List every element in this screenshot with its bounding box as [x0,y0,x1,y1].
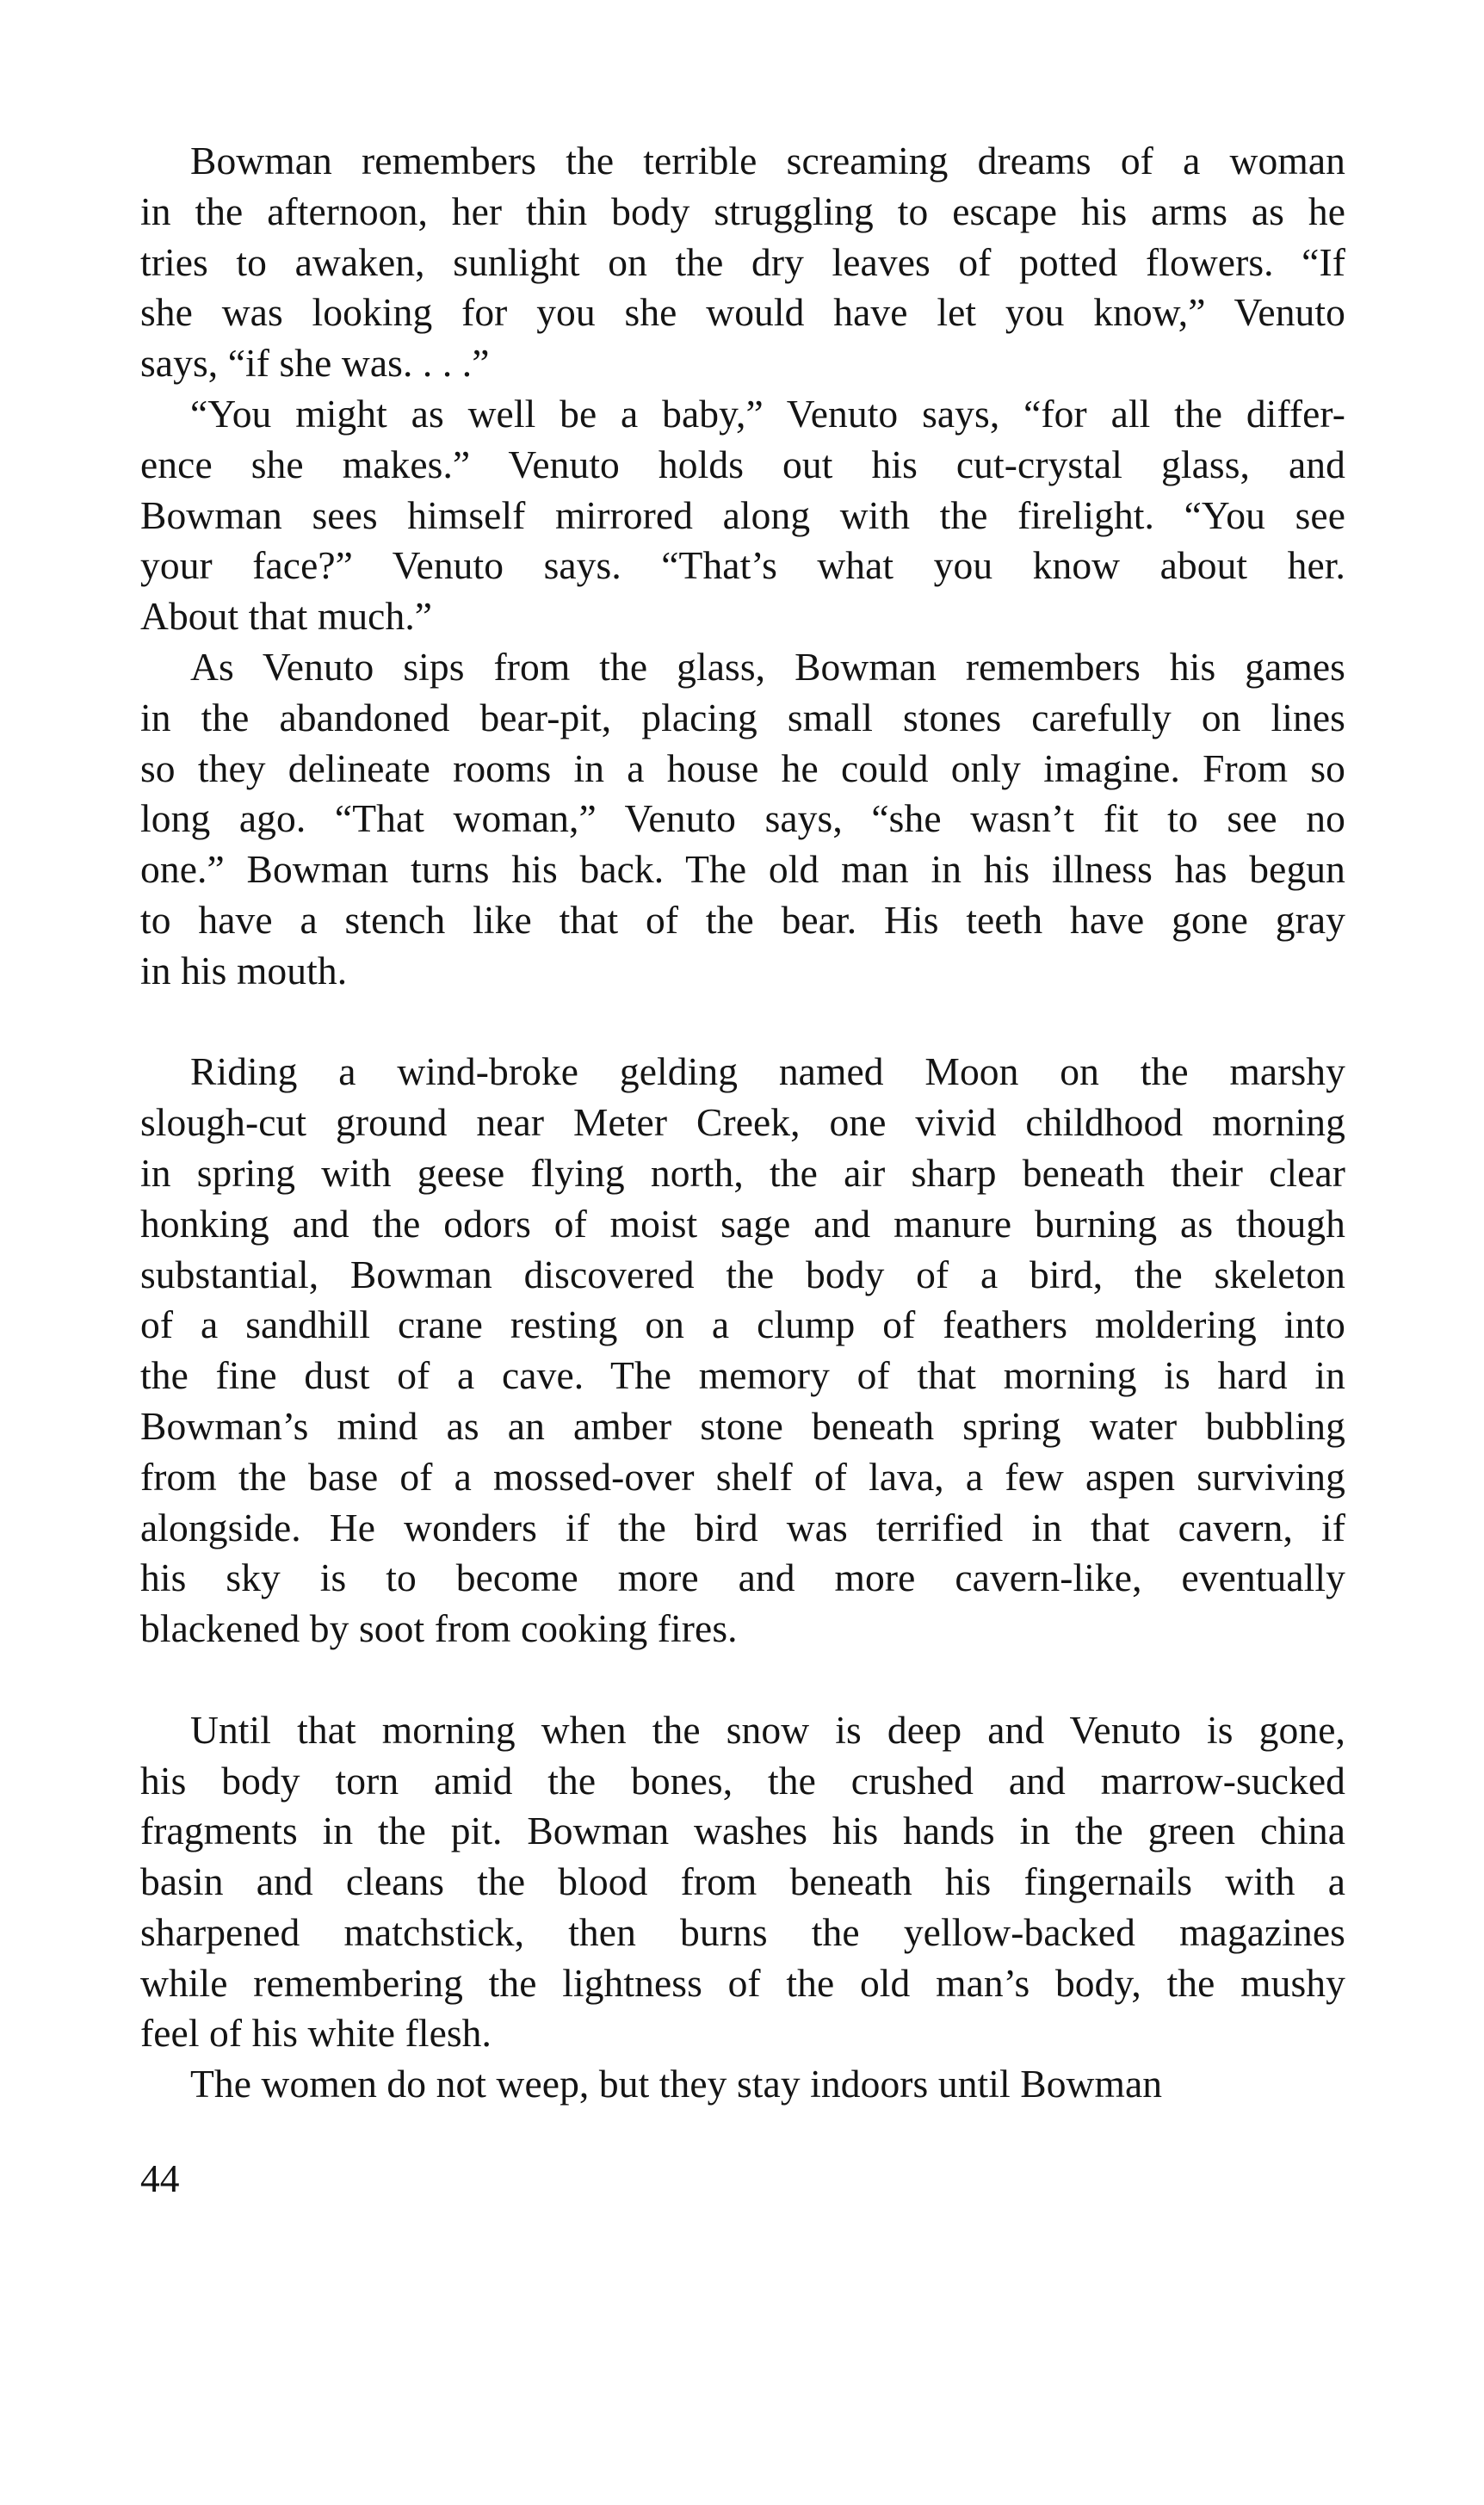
text-line: “You might as well be a baby,” Venuto says, “for all the differ- [190,391,1345,436]
text-line: she was looking for you she would have let you know,” Venuto [140,290,1345,335]
text-line: ence she makes.” Venuto holds out his cut-crystal glass, and [140,442,1345,486]
text-line: tries to awaken, sunlight on the dry leaves of potted flowers. “If [140,239,1345,284]
text-line: About that much.” [140,594,433,639]
text-line: in the afternoon, her thin body struggling to escape his arms as he [140,189,1345,233]
text-line: to have a stench like that of the bear. His teeth have gone gray [140,897,1345,942]
text-line: of a sandhill crane resting on a clump of feathers moldering into [140,1302,1345,1347]
text-line: his body torn amid the bones, the crushed and marrow-sucked [140,1758,1345,1803]
text-line: in spring with geese flying north, the air sharp beneath their clear [140,1150,1345,1195]
text-line: your face?” Venuto says. “That’s what you know about her. [140,543,1345,588]
text-line: Riding a wind-broke gelding named Moon on the marshy [190,1049,1345,1094]
text-line: As Venuto sips from the glass, Bowman remembers his games [190,644,1345,689]
text-line: slough-cut ground near Meter Creek, one vivid childhood morning [140,1100,1345,1145]
text-line: Bowman’s mind as an amber stone beneath spring water bubbling [140,1403,1345,1448]
paragraph [140,1705,1345,2060]
text-line: Bowman remembers the terrible screaming dreams of a woman [190,139,1345,182]
text-line: one.” Bowman turns his back. The old man in his illness has begun [140,847,1345,892]
paragraph [140,136,1345,389]
paragraph [140,2059,1345,2110]
text-line: Bowman sees himself mirrored along with the firelight. “You see [140,492,1345,537]
text-line: alongside. He wonders if the bird was terrified in that cavern, if [140,1505,1345,1549]
text-line: honking and the odors of moist sage and manure burning as though [140,1201,1345,1246]
paragraph [140,642,1345,997]
paragraph [140,1047,1345,1655]
page-number: 44 [140,2156,180,2200]
text-line: fragments in the pit. Bowman washes his hands in the green china [140,1809,1345,1853]
text-line: so they delineate rooms in a house he could only imagine. From so [140,745,1345,790]
text-line: in his mouth. [140,948,348,993]
text-line: his sky is to become more and more cavern-like, eventually [140,1556,1345,1600]
text-line: the fine dust of a cave. The memory of that morning is hard in [140,1353,1345,1398]
text-line: sharpened matchstick, then burns the yellow-backed magazines [140,1909,1345,1954]
paragraph [140,389,1345,642]
text-line: from the base of a mossed-over shelf of lava, a few aspen surviving [140,1454,1345,1499]
text-line: in the abandoned bear-pit, placing small stones carefully on lines [140,695,1345,739]
text-line: feel of his white flesh. [140,2011,492,2056]
section-break [140,997,1345,1048]
body-text [140,136,1345,2110]
section-break [140,1655,1345,1705]
text-line: while remembering the lightness of the old man’s body, the mushy [140,1960,1345,2005]
text-line: The women do not weep, but they stay indoors until Bowman [190,2062,1163,2106]
text-line: Until that morning when the snow is deep and Venuto is gone, [190,1707,1345,1752]
text-line: long ago. “That woman,” Venuto says, “she wasn’t fit to see no [140,796,1345,841]
text-line: substantial, Bowman discovered the body of a bird, the skeleton [140,1252,1345,1296]
text-line: blackened by soot from cooking fires. [140,1606,738,1651]
text-line: says, “if she was. . . .” [140,341,490,386]
text-line: basin and cleans the blood from beneath his fingernails with a [140,1859,1345,1904]
